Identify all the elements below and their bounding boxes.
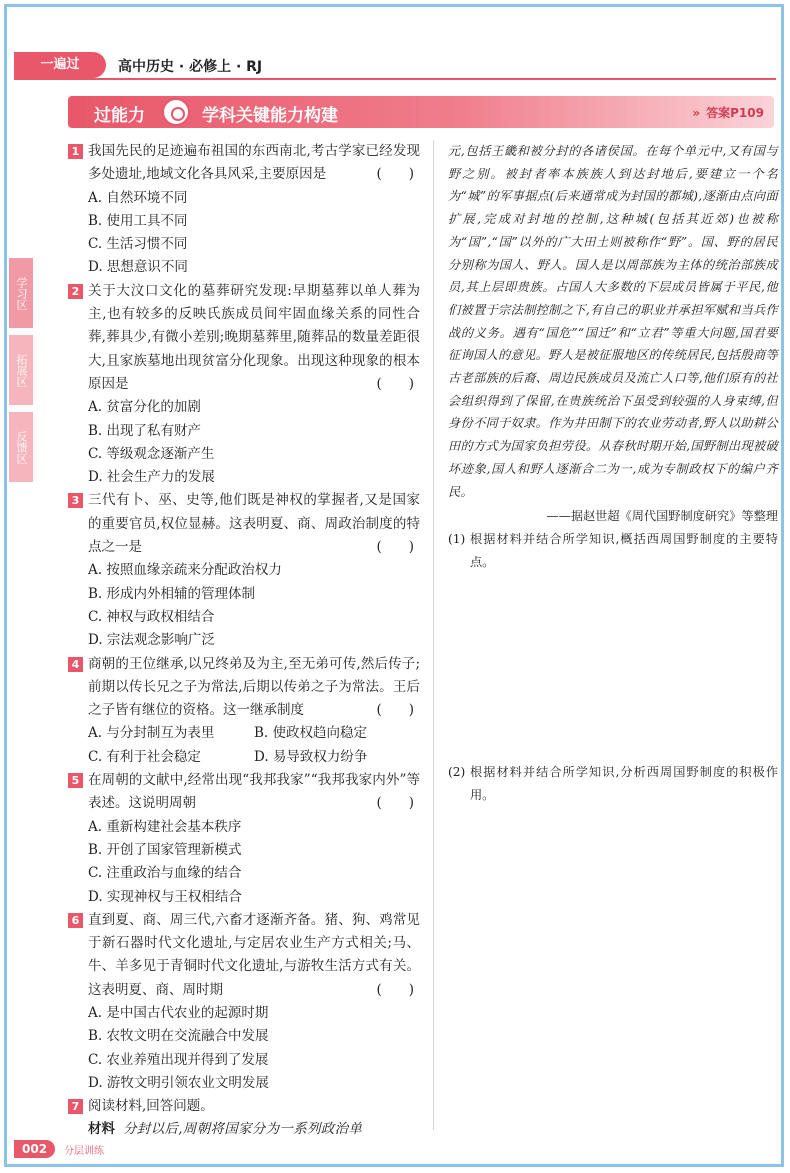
question-number: 6	[68, 913, 83, 928]
option: A. 是中国古代农业的起源时期	[88, 1004, 269, 1021]
medal-icon	[162, 98, 190, 126]
page-footer	[14, 1140, 214, 1160]
section-title-b: 学科关键能力构建	[202, 106, 338, 126]
book-title: 高中历史 · 必修上 · RJ	[118, 59, 263, 75]
answer-space-2[interactable]	[448, 807, 778, 1007]
section-banner	[68, 96, 774, 128]
material-text-start: 分封以后,周朝将国家分为一系列政治单	[123, 1121, 363, 1138]
subquestion-1	[448, 528, 778, 573]
footer-label: 分层训练	[64, 1146, 104, 1157]
option: B. 农牧文明在交流融合中发展	[88, 1028, 269, 1045]
question-stem: 关于大汶口文化的墓葬研究发现:早期墓葬以单人葬为主,也有较多的反映氏族成员间牢固血缘关系的同性合葬,葬具少,有微小差别;晚期墓葬里,随葬品的数量差距很大,且家族墓地出现贫富分化现象。出现这种现象的根本原因是	[88, 282, 420, 392]
answer-blank: ( )	[376, 795, 414, 812]
question-number: 4	[68, 657, 83, 672]
question-7	[68, 1095, 420, 1118]
side-tab-feedback[interactable]: 反馈区	[9, 412, 33, 482]
answer-reference: » 答案P109	[692, 106, 764, 120]
answer-space-1[interactable]	[448, 573, 778, 761]
option: B. 使政权趋向稳定	[254, 725, 368, 742]
option: B. 使用工具不同	[88, 212, 188, 229]
option: A. 与分封制互为表里	[88, 725, 215, 742]
brand-logo: 一遍过	[14, 52, 106, 78]
option: C. 农业养殖出现并得到了发展	[88, 1051, 269, 1068]
option: A. 重新构建社会基本秩序	[88, 818, 242, 835]
option: A. 自然环境不同	[88, 189, 188, 206]
subquestion-text: 根据材料并结合所学知识,分析西周国野制度的积极作用。	[470, 765, 778, 803]
material-source: ——据赵世超《周代国野制度研究》等整理	[546, 509, 778, 524]
subquestion-2	[448, 761, 778, 806]
option: C. 注重政治与血缘的结合	[88, 865, 242, 882]
question-1	[68, 140, 420, 280]
option: D. 社会生产力的发展	[88, 469, 215, 486]
side-tab-extend[interactable]: 拓展区	[9, 335, 33, 405]
material-tag: 材料	[88, 1121, 115, 1138]
question-number: 3	[68, 493, 83, 508]
option: B. 形成内外相辅的管理体制	[88, 585, 256, 602]
material-intro	[68, 1118, 420, 1141]
subquestion-text: 根据材料并结合所学知识,概括西周国野制度的主要特点。	[470, 531, 778, 569]
option: B. 开创了国家管理新模式	[88, 841, 242, 858]
question-number: 5	[68, 773, 83, 788]
question-number: 2	[68, 284, 83, 299]
answer-blank: ( )	[376, 539, 414, 556]
question-stem: 在周朝的文献中,经常出现“我邦我家”“我邦我家内外”等表述。这说明周朝	[88, 772, 420, 812]
side-tab-study[interactable]: 学习区	[9, 258, 33, 328]
option: D. 思想意识不同	[88, 259, 188, 276]
question-number: 1	[68, 144, 83, 159]
section-title-a: 过能力	[94, 106, 145, 126]
option: C. 有利于社会稳定	[88, 748, 201, 765]
answer-blank: ( )	[376, 981, 414, 998]
answer-blank: ( )	[376, 702, 414, 719]
page-header	[14, 52, 776, 80]
option: C. 等级观念逐渐产生	[88, 445, 215, 462]
question-stem: 直到夏、商、周三代,六畜才逐渐齐备。猪、狗、鸡常见于新石器时代文化遗址,与定居农业生产方式相关;马、牛、羊多见于青铜时代文化遗址,与游牧生活方式有关。这表明夏、商、周时期	[88, 911, 420, 998]
question-6	[68, 909, 420, 1095]
page-number: 002	[14, 1140, 55, 1158]
option: D. 实现神权与王权相结合	[88, 888, 242, 905]
question-4	[68, 653, 420, 769]
question-stem: 我国先民的足迹遍布祖国的东西南北,考古学家已经发现多处遗址,地域文化各具风采,主要原因是	[88, 143, 420, 183]
option: C. 生活习惯不同	[88, 236, 188, 253]
chevron-double-icon: »	[692, 106, 701, 120]
answer-blank: ( )	[376, 375, 414, 392]
option: D. 易导致权力纷争	[254, 748, 368, 765]
question-stem: 商朝的王位继承,以兄终弟及为主,至无弟可传,然后传子;前期以传长兄之子为常法,后期以传弟之子为常法。王后之子皆有继位的资格。这一继承制度	[88, 655, 420, 719]
question-stem: 三代有卜、巫、史等,他们既是神权的掌握者,又是国家的重要官员,权位显赫。这表明夏、商、周政治制度的特点之一是	[88, 492, 420, 556]
subquestion-number: (1)	[448, 531, 466, 546]
column-divider	[433, 140, 434, 1130]
option: A. 贫富分化的加剧	[88, 399, 201, 416]
question-stem: 阅读材料,回答问题。	[88, 1098, 214, 1115]
question-5	[68, 769, 420, 909]
material-text: 元,包括王畿和被分封的各诸侯国。在每个单元中,又有国与野之别。被封者率本族族人到达封地后,要建立一个名为“城”的军事据点(后来通常成为封国的都城),逐渐由点向面扩展,完成对封地的控制,这种城(包括其近郊)也被称为“国”,“国”以外的广大田土则被称作“野”。国、野的居民分别称为国人、野人。国人是以周部族为主体的统治部族成员,其上层即贵族。占国人大多数的下层成员皆属于平民,他们被置于宗法制控制之下,有自己的职业并承担军赋和当兵作战的义务。遇有“国危”“国迁”和“立君”等重大问题,国君要征询国人的意见。野人是被征服地区的传统居民,包括殷商等古老部族的后裔、周边民族成员及流亡人口等,他们原有的社会组织得到了保留,在贵族统治下虽受到较强的人身束缚,但身份不同于奴隶。作为井田制下的农业劳动者,野人以助耕公田的方式为国家负担劳役。从春秋时期开始,国野制出现被破坏迹象,国人和野人逐渐合二为一,成为专制政权下的编户齐民。	[448, 144, 778, 499]
subquestion-number: (2)	[448, 765, 466, 780]
option: B. 出现了私有财产	[88, 422, 202, 439]
option: D. 游牧文明引领农业文明发展	[88, 1074, 269, 1091]
option: D. 宗法观念影响广泛	[88, 632, 215, 649]
question-3	[68, 489, 420, 652]
question-number: 7	[68, 1099, 83, 1114]
right-column	[448, 140, 778, 1007]
option: A. 按照血缘亲疏来分配政治权力	[88, 562, 282, 579]
answer-blank: ( )	[376, 166, 414, 183]
left-column	[68, 140, 420, 1142]
option: C. 神权与政权相结合	[88, 608, 215, 625]
question-2	[68, 280, 420, 490]
